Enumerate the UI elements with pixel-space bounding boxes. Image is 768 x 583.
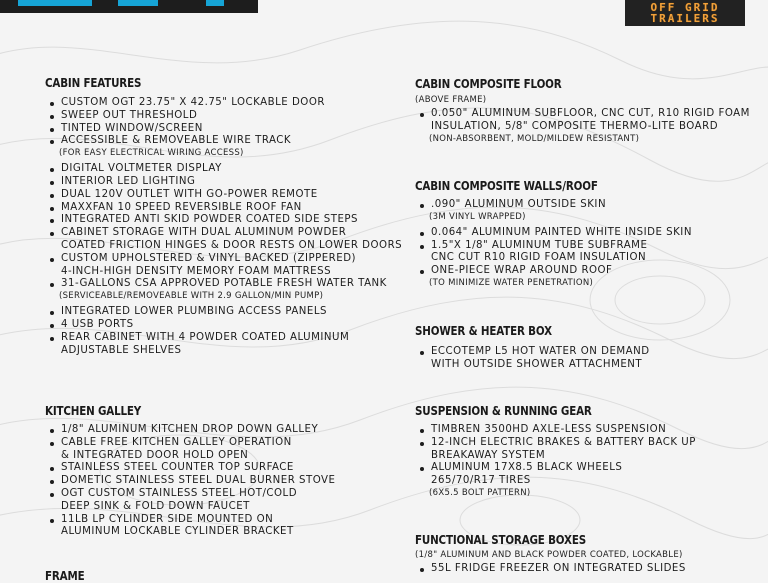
line: & INTEGRATED DOOR HOLD OPEN — [61, 449, 249, 461]
list-item — [415, 462, 696, 488]
line: CUSTOM UPHOLSTERED & VINYL BACKED (ZIPPERED) — [61, 252, 357, 264]
list-item: DIGITAL VOLTMETER DISPLAY — [45, 163, 402, 176]
list-item — [415, 108, 750, 134]
logo-line-1: OFF GRID — [650, 1, 720, 14]
line: OGT CUSTOM STAINLESS STEEL HOT/COLD — [61, 487, 298, 499]
list-item: MAXXFAN 10 SPEED REVERSIBLE ROOF FAN — [45, 202, 402, 215]
line: CABLE FREE KITCHEN GALLEY OPERATION — [61, 436, 292, 448]
list-item — [45, 227, 402, 253]
list-item: ONE-PIECE WRAP AROUND ROOF — [415, 265, 692, 278]
line: ALUMINUM 17X8.5 BLACK WHEELS — [431, 462, 623, 474]
suspension-list — [415, 424, 696, 488]
line: ECCOTEMP L5 HOT WATER ON DEMAND — [431, 346, 650, 357]
line: 12-INCH ELECTRIC BRAKES & BATTERY BACK UP — [431, 436, 696, 448]
floor-list — [415, 108, 750, 134]
list-item — [415, 437, 696, 463]
shower-list — [415, 346, 650, 372]
cabin-walls-section — [415, 179, 692, 289]
storage-list — [415, 563, 686, 576]
section-title: CABIN COMPOSITE FLOOR — [415, 77, 562, 91]
line: 0.050" ALUMINUM SUBFLOOR, CNC CUT, R10 RIGID FOAM — [431, 108, 750, 119]
list-item: SWEEP OUT THRESHOLD — [45, 110, 402, 123]
list-item — [415, 346, 650, 372]
note: (SERVICEABLE/REMOVEABLE WITH 2.9 GALLON/MIN PUMP) — [59, 291, 324, 302]
list-item — [45, 332, 402, 358]
section-subtitle: (ABOVE FRAME) — [415, 95, 487, 105]
line: 265/70/R17 TIRES — [431, 475, 531, 487]
frame-section — [45, 569, 91, 583]
list-item — [45, 514, 335, 540]
line: 4-INCH-HIGH DENSITY MEMORY FOAM MATTRESS — [61, 265, 332, 277]
list-item: 55L FRIDGE FREEZER ON INTEGRATED SLIDES — [415, 563, 686, 576]
line: INSULATION, 5/8" COMPOSITE THERMO-LITE BOARD — [431, 120, 719, 132]
section-title: SUSPENSION & RUNNING GEAR — [415, 404, 592, 418]
line: BREAKAWAY SYSTEM — [431, 449, 546, 461]
list-item — [415, 240, 692, 266]
list-item: 31-GALLONS CSA APPROVED POTABLE FRESH WATER TANK — [45, 278, 402, 291]
list-item: STAINLESS STEEL COUNTER TOP SURFACE — [45, 462, 335, 475]
note: (FOR EASY ELECTRICAL WIRING ACCESS) — [59, 148, 244, 159]
note: (3M VINYL WRAPPED) — [429, 211, 526, 222]
note: (NON-ABSORBENT, MOLD/MILDEW RESISTANT) — [429, 133, 640, 144]
cabin-features-list-3 — [45, 306, 402, 357]
list-item: ACCESSIBLE & REMOVEABLE WIRE TRACK — [45, 135, 402, 148]
list-item: 1/8" ALUMINUM KITCHEN DROP DOWN GALLEY — [45, 424, 335, 437]
off-grid-trailers-logo — [625, 0, 745, 26]
cabin-features-list-2 — [45, 163, 402, 291]
list-item: INTERIOR LED LIGHTING — [45, 176, 402, 189]
cabin-floor-section — [415, 77, 750, 145]
section-title: FUNCTIONAL STORAGE BOXES — [415, 533, 586, 547]
line: DEEP SINK & FOLD DOWN FAUCET — [61, 500, 250, 512]
shower-heater-section — [415, 324, 650, 372]
section-title: SHOWER & HEATER BOX — [415, 324, 552, 338]
list-item: CUSTOM OGT 23.75" X 42.75" LOCKABLE DOOR — [45, 97, 402, 110]
section-title: CABIN FEATURES — [45, 76, 142, 90]
header-banner — [0, 0, 258, 13]
list-item: INTEGRATED ANTI SKID POWDER COATED SIDE STEPS — [45, 214, 402, 227]
note: (6X5.5 BOLT PATTERN) — [429, 487, 531, 498]
walls-list — [415, 199, 692, 212]
list-item — [45, 253, 402, 279]
list-item: DOMETIC STAINLESS STEEL DUAL BURNER STOVE — [45, 475, 335, 488]
section-subtitle: (1/8" ALUMINUM AND BLACK POWDER COATED, LOCKABLE) — [415, 550, 683, 560]
list-item — [45, 488, 335, 514]
line: CABINET STORAGE WITH DUAL ALUMINUM POWDER — [61, 227, 347, 239]
section-title: KITCHEN GALLEY — [45, 404, 142, 418]
line: COATED FRICTION HINGES & DOOR RESTS ON LOWER DOORS — [61, 239, 403, 251]
kitchen-list — [45, 424, 335, 539]
list-item: INTEGRATED LOWER PLUMBING ACCESS PANELS — [45, 306, 402, 319]
line: 11LB LP CYLINDER SIDE MOUNTED ON — [61, 513, 274, 525]
kitchen-galley-section — [45, 404, 335, 539]
walls-list-2 — [415, 227, 692, 278]
list-item: 0.064" ALUMINUM PAINTED WHITE INSIDE SKIN — [415, 227, 692, 240]
section-title: CABIN COMPOSITE WALLS/ROOF — [415, 179, 598, 193]
line: ALUMINUM LOCKABLE CYLINDER BRACKET — [61, 526, 294, 538]
line: REAR CABINET WITH 4 POWDER COATED ALUMINUM — [61, 331, 350, 343]
storage-boxes-section — [415, 533, 686, 576]
suspension-section — [415, 404, 696, 499]
list-item — [45, 437, 335, 463]
cabin-features-section — [45, 76, 402, 357]
line: WITH OUTSIDE SHOWER ATTACHMENT — [431, 358, 643, 370]
list-item: TIMBREN 3500HD AXLE-LESS SUSPENSION — [415, 424, 696, 437]
list-item: DUAL 120V OUTLET WITH GO-POWER REMOTE — [45, 189, 402, 202]
list-item: .090" ALUMINUM OUTSIDE SKIN — [415, 199, 692, 212]
note: (TO MINIMIZE WATER PENETRATION) — [429, 277, 594, 288]
list-item: TINTED WINDOW/SCREEN — [45, 123, 402, 136]
cabin-features-list — [45, 97, 402, 148]
list-item: 4 USB PORTS — [45, 319, 402, 332]
section-title: FRAME — [45, 569, 85, 583]
logo-line-2: TRAILERS — [650, 12, 720, 25]
line: 1.5"X 1/8" ALUMINUM TUBE SUBFRAME — [431, 239, 648, 251]
line: CNC CUT R10 RIGID FOAM INSULATION — [431, 252, 647, 264]
line: ADJUSTABLE SHELVES — [61, 344, 182, 356]
